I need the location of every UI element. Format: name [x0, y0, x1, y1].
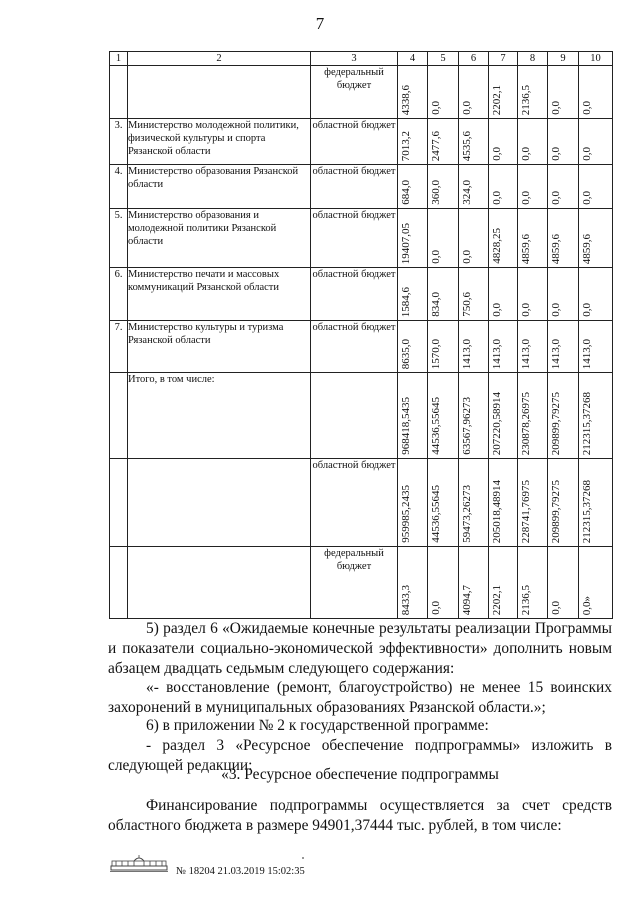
- funding-source: областной бюджет: [311, 321, 398, 373]
- value-text: 0,0: [430, 101, 442, 115]
- row-number: 7.: [110, 321, 128, 373]
- value-text: 0,0: [461, 250, 473, 264]
- value-text: 209899,79275: [550, 479, 562, 543]
- value-cell: [398, 268, 428, 321]
- value-text: 750,6: [461, 292, 473, 317]
- value-cell: [459, 459, 489, 547]
- value-cell: [398, 119, 428, 165]
- finance-table: [109, 51, 613, 619]
- value-text: 1413,0: [581, 338, 593, 369]
- executor-name: Министерство печати и массовых коммуникаций Рязанской области: [128, 268, 311, 321]
- value-cell: [579, 321, 613, 373]
- value-text: 205018,48914: [491, 479, 503, 543]
- table-row: [110, 547, 613, 619]
- value-text: 2136,5: [520, 84, 532, 115]
- value-text: 0,0: [461, 101, 473, 115]
- value-text: 2477,6: [430, 130, 442, 161]
- value-cell: [459, 66, 489, 119]
- row-number: [110, 547, 128, 619]
- funding-source: [311, 373, 398, 459]
- value-text: 0,0: [581, 191, 593, 205]
- value-cell: [398, 373, 428, 459]
- funding-source: областной бюджет: [311, 459, 398, 547]
- value-cell: [428, 547, 459, 619]
- funding-source: федеральный бюджет: [311, 66, 398, 119]
- executor-name: Министерство молодежной политики, физической культуры и спорта Рязанской области: [128, 119, 311, 165]
- value-cell: [518, 547, 548, 619]
- value-cell: [428, 119, 459, 165]
- value-text: 1413,0: [520, 338, 532, 369]
- row-number: [110, 459, 128, 547]
- column-number: 8: [518, 52, 548, 66]
- value-text: 228741,76975: [520, 479, 532, 543]
- table-row: [110, 268, 613, 321]
- value-cell: [428, 459, 459, 547]
- value-cell: [579, 268, 613, 321]
- value-cell: [548, 373, 579, 459]
- value-cell: [518, 268, 548, 321]
- value-text: 0,0: [491, 191, 503, 205]
- value-text: 2136,5: [520, 584, 532, 615]
- value-cell: [489, 209, 518, 268]
- executor-name: Министерство образования и молодежной политики Рязанской области: [128, 209, 311, 268]
- value-text: 4094,7: [461, 584, 473, 615]
- funding-source: областной бюджет: [311, 119, 398, 165]
- value-cell: [398, 547, 428, 619]
- value-text: 0,0: [520, 191, 532, 205]
- value-cell: [579, 209, 613, 268]
- value-text: 0,0: [430, 601, 442, 615]
- paragraph-5: 5) раздел 6 «Ожидаемые конечные результаты реализации Программы и показатели социально-экономической эффективности» дополнить новым абзацем двадцать седьмым следующего содержания:: [108, 620, 612, 677]
- executor-name: Министерство образования Рязанской области: [128, 165, 311, 209]
- value-text: 0,0: [581, 147, 593, 161]
- value-cell: [579, 165, 613, 209]
- value-text: 959985,2435: [400, 485, 412, 543]
- value-text: 1413,0: [491, 338, 503, 369]
- value-text: 0,0»: [581, 595, 593, 615]
- column-number: 3: [311, 52, 398, 66]
- value-cell: [489, 547, 518, 619]
- value-cell: [548, 321, 579, 373]
- value-text: 0,0: [581, 303, 593, 317]
- value-text: 0,0: [430, 250, 442, 264]
- value-cell: [548, 209, 579, 268]
- value-text: 0,0: [520, 147, 532, 161]
- value-cell: [398, 209, 428, 268]
- paragraph-quote: «- восстановление (ремонт, благоустройство) не менее 15 воинских захоронений в муниципальных образованиях Рязанской области.»;: [108, 679, 612, 716]
- value-text: 19407,05: [400, 222, 412, 264]
- value-cell: [398, 459, 428, 547]
- value-text: 1570,0: [430, 338, 442, 369]
- value-cell: [398, 66, 428, 119]
- executor-name: Итого, в том числе:: [128, 373, 311, 459]
- section-heading: «3. Ресурсное обеспечение подпрограммы: [221, 766, 499, 783]
- column-number: 10: [579, 52, 613, 66]
- value-cell: [518, 119, 548, 165]
- table-row: [110, 321, 613, 373]
- value-text: 0,0: [550, 101, 562, 115]
- executor-name: [128, 459, 311, 547]
- paragraph-6: 6) в приложении № 2 к государственной программе:: [146, 717, 489, 734]
- value-cell: [459, 165, 489, 209]
- executor-name: Министерство культуры и туризма Рязанской области: [128, 321, 311, 373]
- value-text: 44536,55645: [430, 397, 442, 455]
- value-cell: [428, 373, 459, 459]
- value-cell: [548, 547, 579, 619]
- value-cell: [548, 119, 579, 165]
- value-cell: [428, 209, 459, 268]
- value-text: 4338,6: [400, 84, 412, 115]
- value-text: 8635,0: [400, 338, 412, 369]
- value-text: 4859,6: [581, 233, 593, 264]
- value-text: 7013,2: [400, 130, 412, 161]
- page-number: 7: [315, 14, 325, 33]
- value-cell: [459, 119, 489, 165]
- value-cell: [579, 547, 613, 619]
- value-text: 207220,58914: [491, 391, 503, 455]
- value-cell: [489, 268, 518, 321]
- value-cell: [548, 165, 579, 209]
- column-number: 5: [428, 52, 459, 66]
- value-text: 209899,79275: [550, 391, 562, 455]
- value-cell: [489, 165, 518, 209]
- value-text: 1413,0: [550, 338, 562, 369]
- value-cell: [459, 321, 489, 373]
- value-text: 4859,6: [520, 233, 532, 264]
- table-header-row: [110, 52, 613, 66]
- value-cell: [518, 165, 548, 209]
- column-number: 1: [110, 52, 128, 66]
- row-number: [110, 66, 128, 119]
- value-cell: [459, 209, 489, 268]
- value-text: 2202,1: [491, 584, 503, 615]
- value-cell: [548, 268, 579, 321]
- row-number: 3.: [110, 119, 128, 165]
- value-text: 4828,25: [491, 228, 503, 264]
- table-row: [110, 373, 613, 459]
- column-number: 9: [548, 52, 579, 66]
- row-number: 6.: [110, 268, 128, 321]
- value-cell: [518, 321, 548, 373]
- value-cell: [579, 66, 613, 119]
- value-text: 0,0: [550, 147, 562, 161]
- row-number: 4.: [110, 165, 128, 209]
- government-building-logo: [110, 855, 168, 878]
- value-cell: [489, 373, 518, 459]
- value-text: 4535,6: [461, 130, 473, 161]
- value-cell: [489, 66, 518, 119]
- value-cell: [518, 373, 548, 459]
- row-number: 5.: [110, 209, 128, 268]
- value-text: 360,0: [430, 180, 442, 205]
- value-text: 1413,0: [461, 338, 473, 369]
- table-row: [110, 459, 613, 547]
- value-text: 0,0: [550, 303, 562, 317]
- value-text: 0,0: [491, 147, 503, 161]
- value-cell: [579, 459, 613, 547]
- funding-source: областной бюджет: [311, 268, 398, 321]
- funding-source: федеральный бюджет: [311, 547, 398, 619]
- value-cell: [459, 373, 489, 459]
- paragraph-financing: Финансирование подпрограммы осуществляется за счет средств областного бюджета в размере 94901,37444 тыс. рублей, в том числе:: [108, 797, 612, 834]
- value-cell: [518, 209, 548, 268]
- value-cell: [489, 459, 518, 547]
- value-text: 212315,37268: [581, 479, 593, 543]
- scan-dot: [302, 857, 304, 859]
- value-text: 1584,6: [400, 286, 412, 317]
- value-cell: [518, 66, 548, 119]
- value-text: 59473,26273: [461, 485, 473, 543]
- value-text: 0,0: [491, 303, 503, 317]
- value-text: 230878,26975: [520, 391, 532, 455]
- value-cell: [489, 119, 518, 165]
- column-number: 2: [128, 52, 311, 66]
- table-row: [110, 119, 613, 165]
- value-cell: [428, 321, 459, 373]
- value-text: 0,0: [520, 303, 532, 317]
- value-cell: [579, 119, 613, 165]
- registration-stamp: № 18204 21.03.2019 15:02:35: [176, 866, 305, 877]
- value-text: 63567,96273: [461, 397, 473, 455]
- value-cell: [489, 321, 518, 373]
- value-cell: [548, 66, 579, 119]
- value-cell: [428, 165, 459, 209]
- funding-source: областной бюджет: [311, 209, 398, 268]
- value-text: 324,0: [461, 180, 473, 205]
- value-cell: [548, 459, 579, 547]
- value-cell: [518, 459, 548, 547]
- value-text: 0,0: [581, 101, 593, 115]
- value-cell: [459, 547, 489, 619]
- value-text: 8433,3: [400, 584, 412, 615]
- table-row: [110, 209, 613, 268]
- value-text: 4859,6: [550, 233, 562, 264]
- value-text: 2202,1: [491, 84, 503, 115]
- value-text: 44536,55645: [430, 485, 442, 543]
- value-cell: [459, 268, 489, 321]
- value-text: 0,0: [550, 601, 562, 615]
- value-cell: [428, 66, 459, 119]
- column-number: 6: [459, 52, 489, 66]
- value-cell: [428, 268, 459, 321]
- table-row: [110, 66, 613, 119]
- value-cell: [398, 321, 428, 373]
- value-cell: [579, 373, 613, 459]
- executor-name: [128, 547, 311, 619]
- value-cell: [398, 165, 428, 209]
- column-number: 4: [398, 52, 428, 66]
- paragraph-section3: - раздел 3 «Ресурсное обеспечение подпрограммы» изложить в следующей редакции:: [108, 737, 612, 774]
- table-row: [110, 165, 613, 209]
- value-text: 212315,37268: [581, 391, 593, 455]
- funding-source: областной бюджет: [311, 165, 398, 209]
- row-number: [110, 373, 128, 459]
- executor-name: [128, 66, 311, 119]
- value-text: 0,0: [550, 191, 562, 205]
- value-text: 684,0: [400, 180, 412, 205]
- value-text: 834,0: [430, 292, 442, 317]
- column-number: 7: [489, 52, 518, 66]
- value-text: 968418,5435: [400, 397, 412, 455]
